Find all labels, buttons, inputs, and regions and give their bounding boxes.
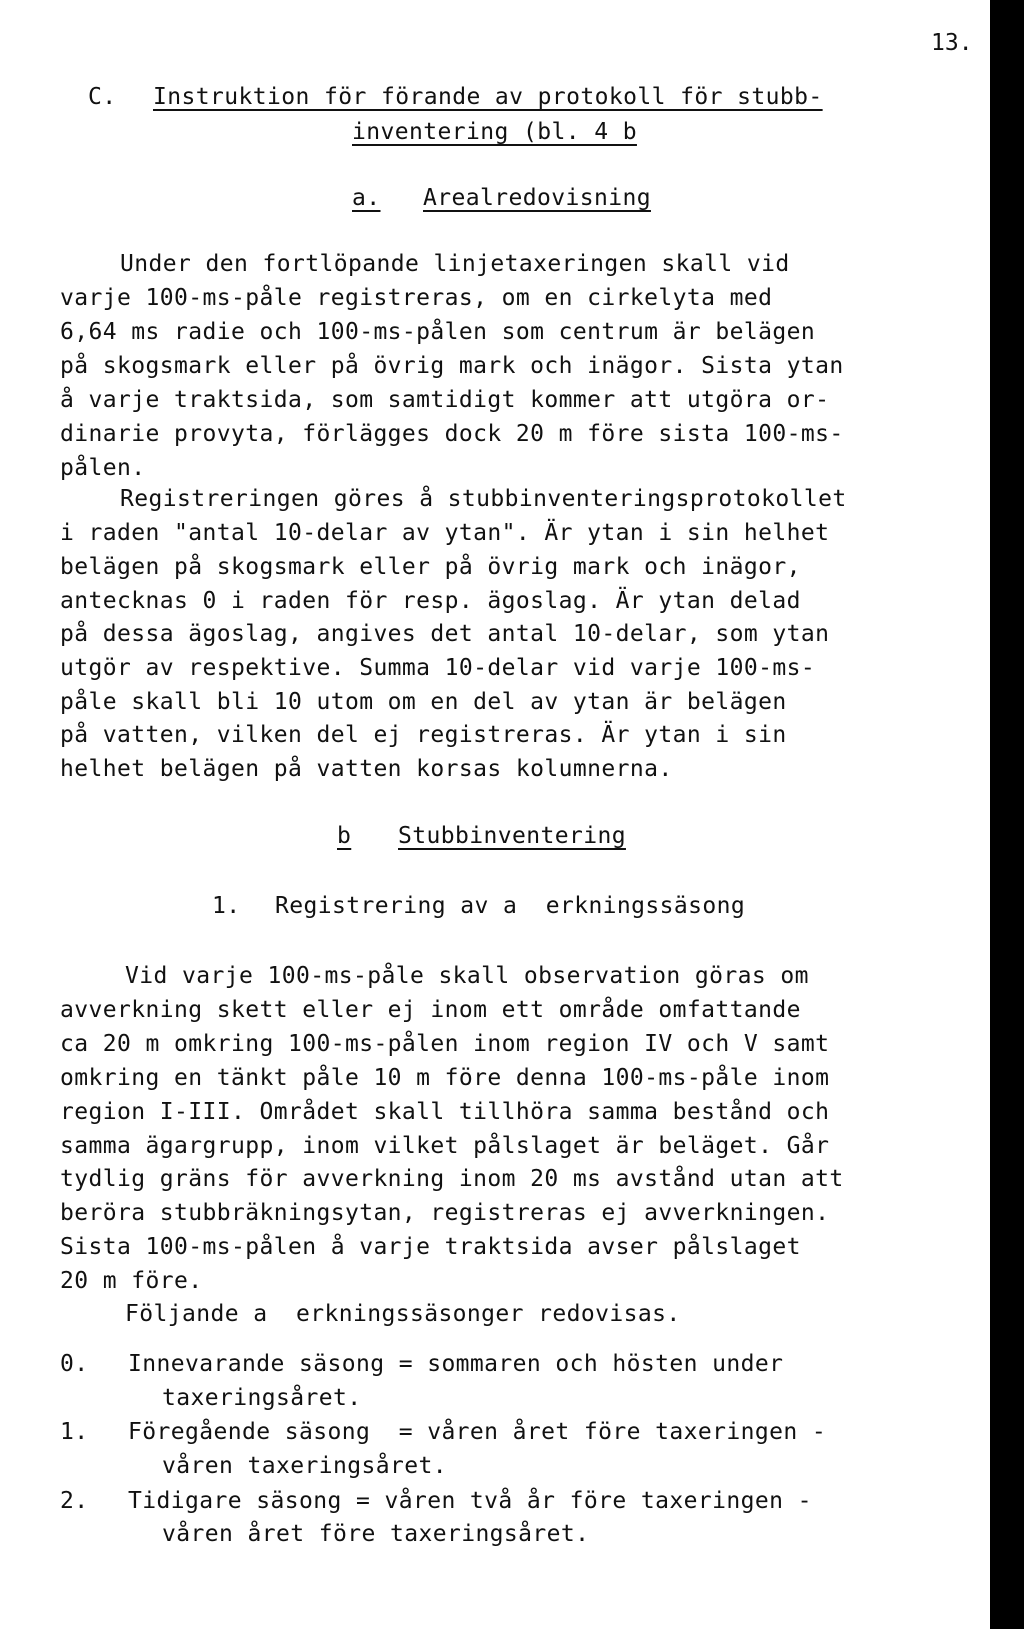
season-number: 2. [60, 1488, 89, 1514]
paragraph-line: å varje traktsida, som samtidigt kommer att utgöra or- [60, 387, 830, 413]
season-line: Innevarande säsong = sommaren och hösten under [128, 1351, 784, 1377]
subsection-a-title: Arealredovisning [423, 185, 651, 211]
paragraph-line: på vatten, vilken del ej registreras. Är ytan i sin [60, 722, 787, 748]
subsection-b-title: Stubbinventering [398, 823, 626, 849]
page-number: 13. [931, 30, 973, 56]
paragraph-line: region I-III. Området skall tillhöra samma bestånd och [60, 1099, 830, 1125]
paragraph-line: Registreringen göres å stubbinventeringsprotokollet [120, 486, 847, 512]
paragraph-line: samma ägargrupp, inom vilket pålslaget är beläget. Går [60, 1133, 830, 1159]
season-line: våren taxeringsåret. [162, 1453, 447, 1479]
paragraph-line: belägen på skogsmark eller på övrig mark och inägor, [60, 554, 801, 580]
paragraph-line: antecknas 0 i raden för resp. ägoslag. Är ytan delad [60, 588, 801, 614]
paragraph-line: avverkning skett eller ej inom ett område omfattande [60, 997, 801, 1023]
paragraph-line: dinarie provyta, förlägges dock 20 m före sista 100-ms- [60, 421, 844, 447]
paragraph-line: Följande a erkningssäsonger redovisas. [125, 1301, 681, 1327]
paragraph-line: Under den fortlöpande linjetaxeringen skall vid [120, 251, 790, 277]
section-c-title-line2: inventering (bl. 4 b [352, 119, 637, 145]
paragraph-line: helhet belägen på vatten korsas kolumnerna. [60, 756, 673, 782]
paragraph-line: omkring en tänkt påle 10 m före denna 100-ms-påle inom [60, 1065, 830, 1091]
paragraph-line: beröra stubbräkningsytan, registreras ej avverkningen. [60, 1200, 830, 1226]
paragraph-line: på skogsmark eller på övrig mark och inägor. Sista ytan [60, 353, 844, 379]
section-c-label: C. [88, 84, 117, 110]
subsection-a-label: a. [352, 185, 381, 211]
paragraph-line: på dessa ägoslag, angives det antal 10-delar, som ytan [60, 621, 830, 647]
season-line: våren året före taxeringsåret. [162, 1521, 590, 1547]
paragraph-line: ca 20 m omkring 100-ms-pålen inom region IV och V samt [60, 1031, 830, 1057]
paragraph-line: utgör av respektive. Summa 10-delar vid varje 100-ms- [60, 655, 816, 681]
season-line: Föregående säsong = våren året före taxeringen - [128, 1419, 827, 1445]
paragraph-line: varje 100-ms-påle registreras, om en cirkelyta med [60, 285, 773, 311]
paragraph-line: pålen. [60, 455, 146, 481]
paragraph-line: Vid varje 100-ms-påle skall observation göras om [125, 963, 809, 989]
item-1-title: Registrering av a erkningssäsong [275, 893, 746, 919]
paragraph-line: 6,64 ms radie och 100-ms-pålen som centrum är belägen [60, 319, 816, 345]
section-c-title-line1: Instruktion för förande av protokoll för stubb- [153, 84, 823, 110]
scan-border [990, 0, 1024, 1629]
paragraph-line: påle skall bli 10 utom om en del av ytan är belägen [60, 689, 787, 715]
season-number: 1. [60, 1419, 89, 1445]
paragraph-line: Sista 100-ms-pålen å varje traktsida avser pålslaget [60, 1234, 801, 1260]
paragraph-line: i raden "antal 10-delar av ytan". Är ytan i sin helhet [60, 520, 830, 546]
paragraph-line: tydlig gräns för avverkning inom 20 ms avstånd utan att [60, 1166, 844, 1192]
subsection-b-label: b [337, 823, 352, 849]
season-line: taxeringsåret. [162, 1385, 362, 1411]
item-1-label: 1. [212, 893, 241, 919]
paragraph-line: 20 m före. [60, 1268, 203, 1294]
season-number: 0. [60, 1351, 89, 1377]
season-line: Tidigare säsong = våren två år före taxeringen - [128, 1488, 812, 1514]
